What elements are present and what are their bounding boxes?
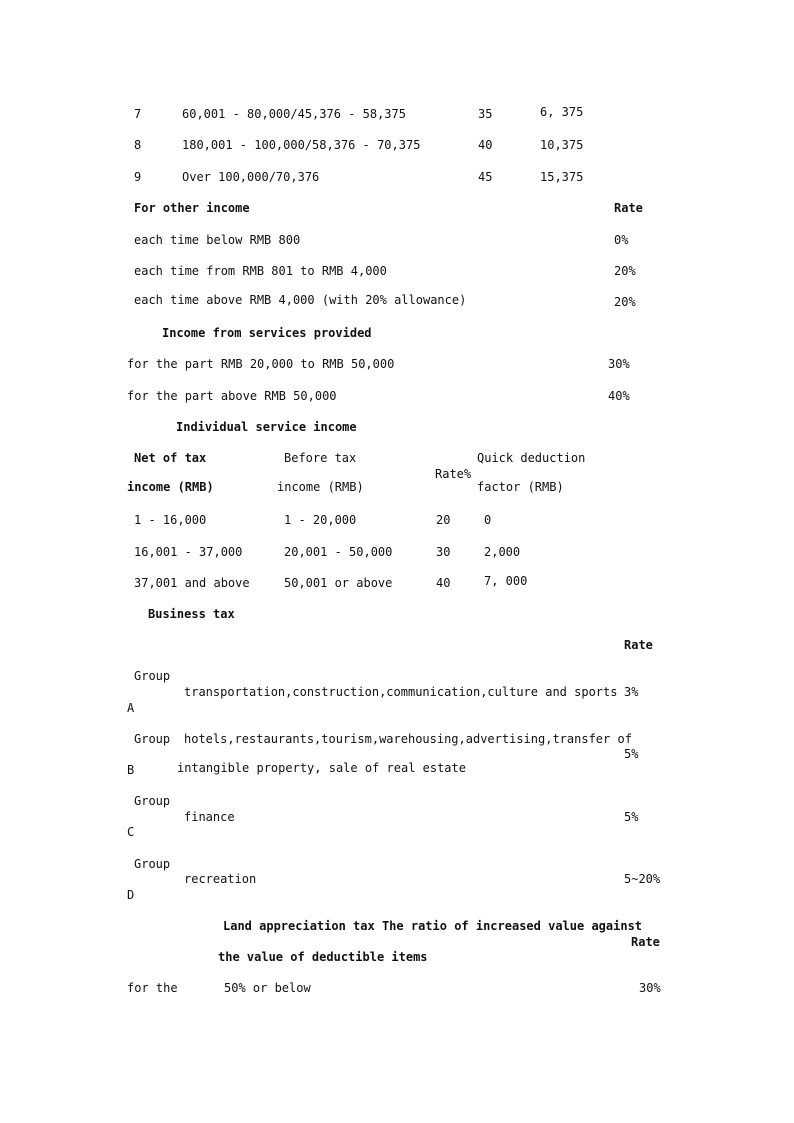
group-letter: A <box>127 701 135 715</box>
bracket-rate: 35 <box>478 107 493 121</box>
services-income-heading: Income from services provided <box>162 326 372 340</box>
group-rate: 3% <box>624 685 639 699</box>
group-rate: 5% <box>624 747 639 761</box>
bracket-deduction: 6, 375 <box>540 105 584 119</box>
group-label: Group <box>134 669 171 683</box>
group-letter: B <box>127 763 135 777</box>
individual-before: 50,001 or above <box>284 576 393 590</box>
services-income-rate: 30% <box>608 357 630 371</box>
services-income-rate: 40% <box>608 389 630 403</box>
other-income-heading: For other income <box>134 201 250 215</box>
individual-net: 16,001 - 37,000 <box>134 545 243 559</box>
bracket-deduction: 15,375 <box>540 170 584 184</box>
group-rate: 5~20% <box>624 872 661 886</box>
col-header-rate: Rate% <box>435 467 472 481</box>
individual-before: 20,001 - 50,000 <box>284 545 393 559</box>
col-header-quick-line2: factor (RMB) <box>477 480 564 494</box>
other-income-rate: 0% <box>614 233 629 247</box>
bracket-grade: 8 <box>134 138 142 152</box>
bracket-range: Over 100,000/70,376 <box>182 170 320 184</box>
services-income-label: for the part above RMB 50,000 <box>127 389 337 403</box>
individual-quick: 0 <box>484 513 492 527</box>
col-header-before-line2: income (RMB) <box>277 480 364 494</box>
col-header-quick: Quick deduction <box>477 451 586 465</box>
services-income-label: for the part RMB 20,000 to RMB 50,000 <box>127 357 395 371</box>
other-income-label: each time below RMB 800 <box>134 233 301 247</box>
land-tax-rate: 30% <box>639 981 661 995</box>
group-label: Group <box>134 732 171 746</box>
individual-service-heading: Individual service income <box>176 420 357 434</box>
group-letter: D <box>127 888 135 902</box>
business-tax-rate-header: Rate <box>624 638 653 652</box>
individual-rate: 40 <box>436 576 451 590</box>
individual-net: 37,001 and above <box>134 576 250 590</box>
individual-quick: 7, 000 <box>484 574 528 588</box>
individual-before: 1 - 20,000 <box>284 513 357 527</box>
other-income-label: each time above RMB 4,000 (with 20% allowance) <box>134 293 467 307</box>
bracket-rate: 40 <box>478 138 493 152</box>
other-income-rate: 20% <box>614 295 636 309</box>
individual-net: 1 - 16,000 <box>134 513 207 527</box>
land-tax-heading-line2: the value of deductible items <box>218 950 428 964</box>
other-income-rate: 20% <box>614 264 636 278</box>
group-rate: 5% <box>624 810 639 824</box>
land-tax-prefix: for the <box>127 981 178 995</box>
bracket-rate: 45 <box>478 170 493 184</box>
bracket-range: 60,001 - 80,000/45,376 - 58,375 <box>182 107 406 121</box>
land-tax-rate-header: Rate <box>631 935 660 949</box>
group-description-line2: intangible property, sale of real estate <box>177 761 466 775</box>
other-income-rate-header: Rate <box>614 201 643 215</box>
group-description: transportation,construction,communication,culture and sports <box>184 685 618 699</box>
group-description: recreation <box>184 872 257 886</box>
col-header-net: Net of tax <box>134 451 207 465</box>
group-description: hotels,restaurants,tourism,warehousing,advertising,transfer of <box>184 732 632 746</box>
individual-rate: 30 <box>436 545 451 559</box>
group-letter: C <box>127 825 135 839</box>
bracket-deduction: 10,375 <box>540 138 584 152</box>
col-header-net-line2: income (RMB) <box>127 480 214 494</box>
bracket-range: 180,001 - 100,000/58,376 - 70,375 <box>182 138 421 152</box>
bracket-grade: 7 <box>134 107 142 121</box>
land-tax-label: 50% or below <box>224 981 311 995</box>
col-header-before: Before tax <box>284 451 357 465</box>
individual-rate: 20 <box>436 513 451 527</box>
group-label: Group <box>134 794 171 808</box>
group-description: finance <box>184 810 235 824</box>
other-income-label: each time from RMB 801 to RMB 4,000 <box>134 264 387 278</box>
bracket-grade: 9 <box>134 170 142 184</box>
land-tax-heading: Land appreciation tax The ratio of increased value against <box>223 919 643 933</box>
individual-quick: 2,000 <box>484 545 521 559</box>
group-label: Group <box>134 857 171 871</box>
business-tax-heading: Business tax <box>148 607 235 621</box>
